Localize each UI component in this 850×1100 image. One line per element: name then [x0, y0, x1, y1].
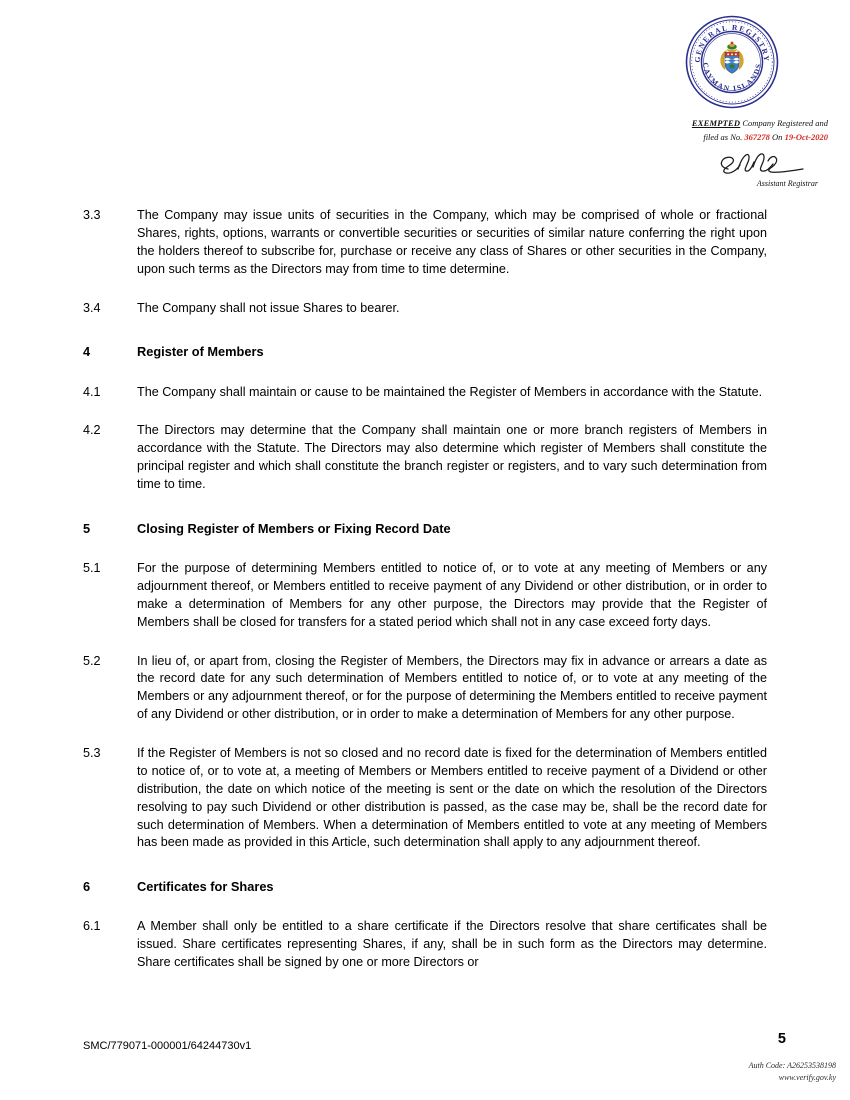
clause-number: 5.3 — [83, 746, 101, 761]
clause-number: 6.1 — [83, 919, 101, 934]
clause-3-4 — [83, 300, 767, 318]
section-number: 6 — [83, 879, 91, 895]
verify-url: www.verify.gov.ky — [778, 1073, 836, 1083]
svg-text:GENERAL REGISTRY: GENERAL REGISTRY — [692, 22, 772, 63]
clause-5-3 — [83, 745, 767, 852]
section-heading-5 — [83, 520, 767, 538]
section-number: 4 — [83, 344, 91, 360]
document-body — [83, 207, 767, 972]
section-heading-4 — [83, 343, 767, 361]
clause-text: The Directors may determine that the Company shall maintain one or more branch registers of Members in accordance with the Statute. The Directors may also determine which register of Members shall constitute the principal register and which shall constitute the branch register or registers, and to vary such determination from time to time. — [137, 423, 767, 492]
clause-text: The Company shall maintain or cause to be maintained the Register of Members in accordance with the Statute. — [137, 384, 763, 399]
footer-document-reference: SMC/779071-000001/64244730v1 — [83, 1040, 252, 1052]
clause-text: For the purpose of determining Members entitled to notice of, or to vote at any meeting of Members or any adjournment thereof, or Members entitled to receive payment of any Dividend or other distribution, or in order to make a determination of Members for any other purpose, the Directors may provide that the Register of Members shall be closed for transfers for a stated period which shall not in any case exceed forty days. — [137, 561, 767, 629]
section-title: Certificates for Shares — [137, 879, 274, 895]
section-title: Closing Register of Members or Fixing Record Date — [137, 520, 451, 536]
auth-code: Auth Code: A26253538198 — [748, 1061, 836, 1070]
assistant-registrar-caption: Assistant Registrar — [756, 179, 818, 189]
clause-number: 5.2 — [83, 653, 101, 668]
stamp-on-label: On — [772, 132, 783, 143]
stamp-filed-label: filed as No. — [703, 132, 743, 143]
registry-stamp — [632, 14, 832, 188]
registration-stamp-text — [632, 116, 832, 144]
clause-text: If the Register of Members is not so closed and no record date is fixed for the determination of Members entitled to notice of, or to vote at, a meeting of Members or Members entitled to receive payment of a Dividend or other distribution, the date on which notice of the meeting is sent or the date on which the resolution of the Directors resolving to pay such Dividend or other distribution is passed, as the case may be, shall be the record date for such determination of Members. When a determination of Members entitled to vote at any meeting of Members has been made as provided in this Article, such determination shall apply to any adjournment thereof. — [137, 746, 767, 850]
clause-4-1 — [83, 384, 767, 402]
stamp-exempted-label: EXEMPTED — [691, 118, 741, 128]
clause-number: 5.1 — [83, 561, 101, 576]
stamp-line1-rest: Company Registered and — [742, 118, 828, 128]
stamp-registration-number: 367278 — [744, 132, 770, 143]
section-heading-6 — [83, 878, 767, 896]
clause-6-1 — [83, 918, 767, 972]
clause-number: 4.2 — [83, 423, 101, 438]
footer-auth-block — [749, 1060, 836, 1085]
clause-text: In lieu of, or apart from, closing the Register of Members, the Directors may fix in advance or arrears a date as the record date for any such determination of Members entitled to notice of, or to vote at any meeting of the Members or any adjournment thereof, or for the purpose of determining the Members entitled to receive payment of any Dividend or other distribution, or in order to make a determination of Members for any other purpose. — [137, 653, 767, 722]
stamp-registration-date: 19-Oct-2020 — [784, 132, 828, 143]
footer-page-number: 5 — [777, 1031, 786, 1047]
clause-text: The Company shall not issue Shares to bearer. — [137, 300, 400, 315]
section-title: Register of Members — [137, 344, 264, 360]
clause-text: The Company may issue units of securities in the Company, which may be comprised of whole or fractional Shares, rights, options, warrants or convertible securities or securities of similar nature conferring the right upon the holders thereof to subscribe for, purchase or receive any class of Shares or other securities in the Company, upon such terms as the Directors may from time to time determine. — [137, 208, 767, 276]
general-registry-seal-icon — [684, 14, 780, 110]
clause-text: A Member shall only be entitled to a share certificate if the Directors resolve that share certificates shall be issued. Share certificates representing Shares, if any, shall be in such form as the Directors may determine. Share certificates shall be signed by one or more Directors or — [137, 919, 767, 970]
clause-number: 3.3 — [83, 208, 101, 222]
clause-5-1 — [83, 560, 767, 632]
registrar-signature — [632, 148, 832, 178]
section-number: 5 — [83, 520, 91, 536]
clause-number: 3.4 — [83, 300, 101, 315]
clause-number: 4.1 — [83, 384, 101, 399]
svg-text:CAYMAN ISLANDS: CAYMAN ISLANDS — [700, 61, 764, 94]
clause-5-2 — [83, 653, 767, 725]
clause-3-3 — [83, 207, 767, 279]
clause-4-2 — [83, 422, 767, 494]
